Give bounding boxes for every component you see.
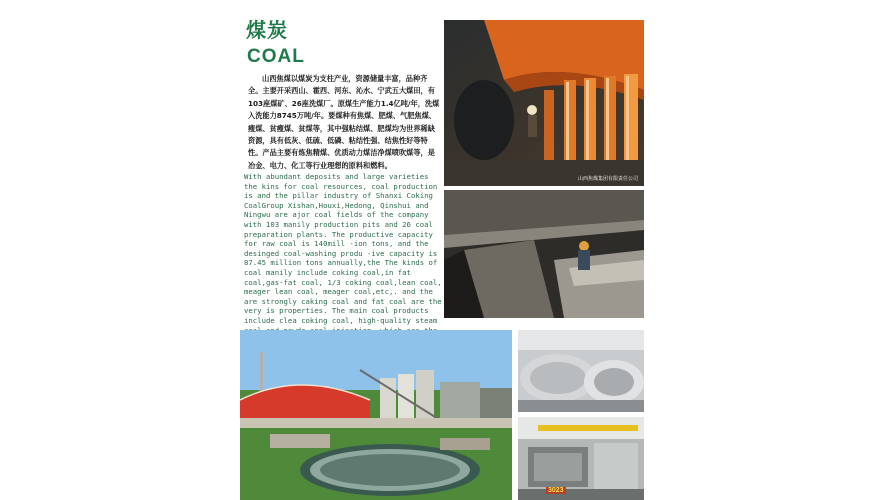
machine-number-label: 3023 <box>548 487 564 494</box>
paragraph-english: With abundant deposits and large varieties the kins for coal resources, coal production is and the pillar industry of Shanxi Coking CoalGroup Xishan,Houxi,Hedong, Qinshui and Ningwu are ajor coal fields of the company with 103 manily production pits and 26 coal preparation plants. The productive capacity for raw coal is 140mill -ion tons, and the desinged coal-washing produ -ive capacity is 87.45 million tons annually,the The kinds of coal manily include coking coal,in fat coal,gas-fat coal, 1/3 coking coal,lean coal, meager lean coal, meager coal,etc,. and the are strongly caking coal and fat coal are the very is properties. The main coal products include clea coking coal, high-quality steam <box>244 172 442 325</box>
coal-conveyor-photo <box>444 190 644 318</box>
title-english: COAL <box>247 46 305 67</box>
brochure-page <box>240 0 646 500</box>
photo-caption-tag: 山西焦煤集团有限责任公司 <box>577 176 638 182</box>
coal-preparation-plant-photo <box>240 330 512 500</box>
paragraph-chinese: 山西焦煤以煤炭为支柱产业，资源储量丰富，品种齐全。主要开采西山、霍西、河东、沁水、宁武五大煤田，有103座煤矿、26座洗煤厂。原煤生产能力1.4亿吨/年，洗煤入洗能力8745万吨/年。要煤种有焦煤、肥煤、气肥焦煤、瘦煤、贫瘦煤、贫煤等，其中强粘结煤、肥煤均为世界稀缺资源，具有低灰、低硫、低磷、粘结性强、结焦性好等特性。产品主要有炼焦精煤、优质动力煤洁净煤喷吹煤等，是冶金、电力、化工等行业理想的原料和燃料。 <box>248 74 440 170</box>
industrial-machinery-photo-bottom <box>518 417 644 500</box>
industrial-machinery-photo-top <box>518 330 644 412</box>
mine-hydraulic-supports-photo <box>444 20 644 186</box>
title-chinese: 煤炭 <box>246 18 288 42</box>
